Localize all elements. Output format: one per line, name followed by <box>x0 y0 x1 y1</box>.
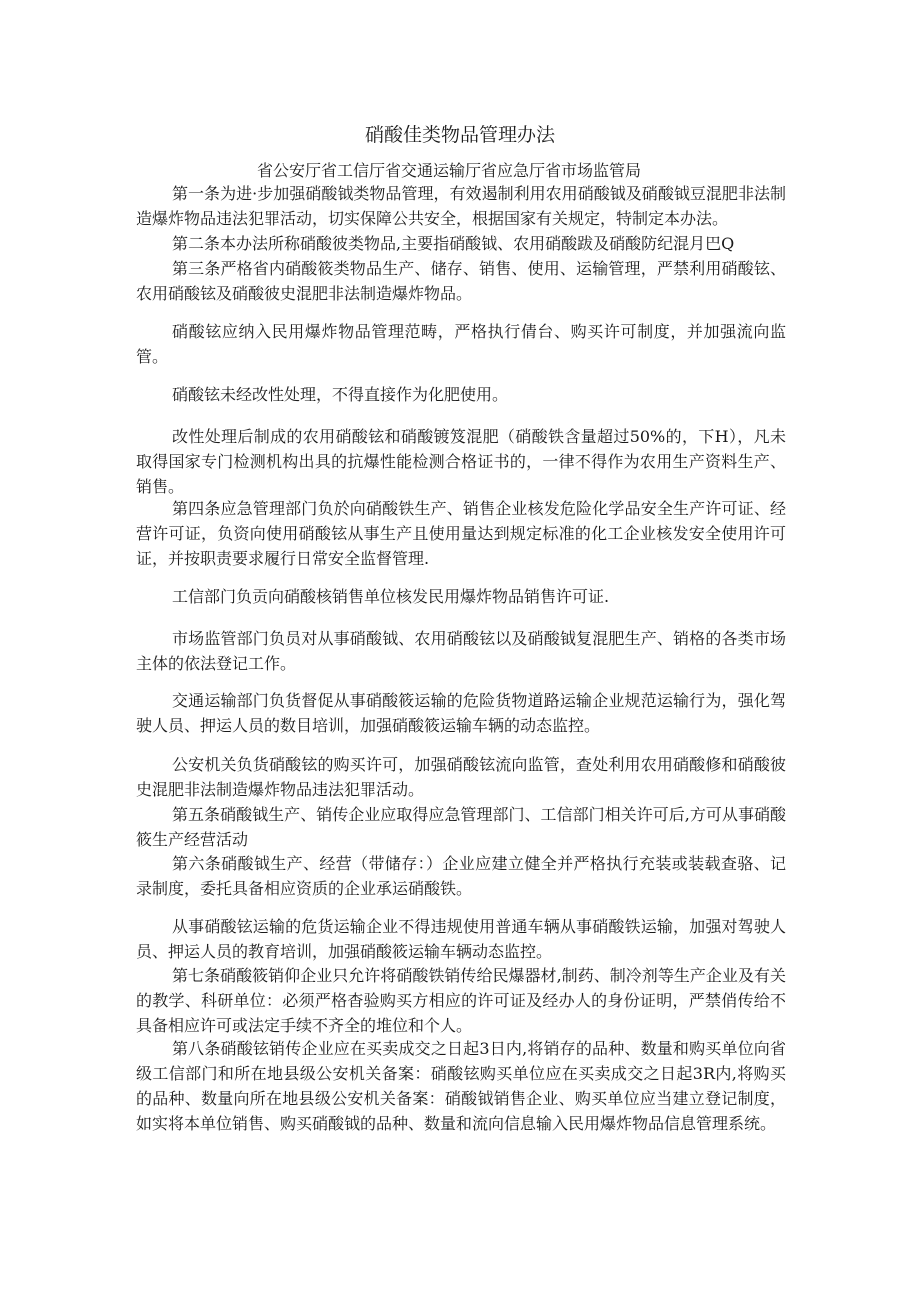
paragraph-article-2: 第二条本办法所称硝酸彼类物品,主要指硝酸钺、农用硝酸跋及硝酸防纪混月巴Q <box>172 234 735 253</box>
paragraph-article-8: 第八条硝酸铉销传企业应在买卖成交之日起3日内,将销存的品种、数量和购买单位向省级工信部门和所在地县级公安机关备案：硝酸铉购买单位应在买卖成交之日起3R内,将购买的品种、数量向所在地县级公安机关备案：硝酸钺销售企业、购买单位应当建立登记制度，如实将本单位销售、购买硝酸钺的品种、数量和流向信息输入民用爆炸物品信息管理系统。 <box>136 1039 786 1133</box>
paragraph-article-4-police: 公安机关负货硝酸铉的购买许可，加强硝酸铉流向监管，查处利用农用硝酸修和硝酸彼史混肥非法制造爆炸物品违法犯罪活动。 <box>136 755 786 799</box>
paragraph-article-3-management: 硝酸铉应纳入民用爆炸物品管理范畴，严格执行倩台、购买许可制度，并加强流向监管。 <box>136 322 786 366</box>
paragraph-article-3-fertilizer: 硝酸铉未经改性处理，不得直接作为化肥使用。 <box>172 385 509 404</box>
paragraph-article-4: 第四条应急管理部门负於向硝酸铁生产、销售企业核发危险化学品安全生产许可证、经营许可证，负资向使用硝酸铉从事生产且使用量达到规定标准的化工企业核发安全使用许可证，并按职责要求履行日常安全监督管理. <box>136 499 786 568</box>
paragraph-article-1: 第一条为进·步加强硝酸钺类物品管理，有效遏制利用农用硝酸钺及硝酸钺豆混肥非法制造爆炸物品违法犯罪活动，切实保障公共安全，根据国家有关规定，特制定本办法。 <box>136 184 786 228</box>
paragraph-article-4-market: 市场监管部门负员对从事硝酸钺、农用硝酸铉以及硝酸钺复混肥生产、销格的各类市场主体的依法登记工作。 <box>136 629 786 673</box>
paragraph-article-7: 第七条硝酸筱销仰企业只允许将硝酸铁销传给民爆器材,制药、制冷剂等生产企业及有关的教学、科研单位：必须严格杳验购买方相应的许可证及经办人的身份证明，严禁俏传给不具备相应许可或法定手续不齐全的堆位和个人。 <box>136 966 786 1035</box>
paragraph-article-4-transport: 交通运输部门负货督促从事硝酸筱运输的危险货物道路运输企业规范运输行为，强化驾驶人员、押运人员的数目培训，加强硝酸筱运输车辆的动态监控。 <box>136 691 786 735</box>
paragraph-article-3-modified: 改性处理后制成的农用硝酸铉和硝酸镀笈混肥（硝酸铁含量超过50%的，下H），凡未取得国家专门检测机构出具的抗爆性能检测合格证书的，一律不得作为农用生产资料生产、销售。 <box>136 427 786 496</box>
paragraph-article-3: 第三条严格省内硝酸筱类物品生产、储存、销售、使用、运输管理，严禁利用硝酸铉、农用硝酸铉及硝酸彼史混肥非法制造爆炸物品。 <box>136 259 786 303</box>
issuing-agencies: 省公安厅省工信厅省交通运输厅省应急厅省市场监管局 <box>257 161 642 180</box>
paragraph-article-4-industry: 工信部门负贡向硝酸核销售单位核发民用爆炸物品销售许可证. <box>172 587 610 606</box>
document-title: 硝酸佳类物品管理办法 <box>364 124 555 146</box>
paragraph-article-6: 第六条硝酸钺生产、经营（带储存：）企业应建立健全并严格执行充装或装载查骆、记录制度，委托具备相应资质的企业承运硝酸铁。 <box>136 854 786 898</box>
paragraph-article-5: 第五条硝酸钺生产、销传企业应取得应急管理部门、工信部门相关许可后,方可从事硝酸筱生产经营活动 <box>136 805 786 849</box>
paragraph-article-6-transport: 从事硝酸铉运输的危货运输企业不得违规使用普通车辆从事硝酸铁运输，加强对驾驶人员、押运人员的教育培训，加强硝酸筱运输车辆动态监控。 <box>136 917 786 961</box>
